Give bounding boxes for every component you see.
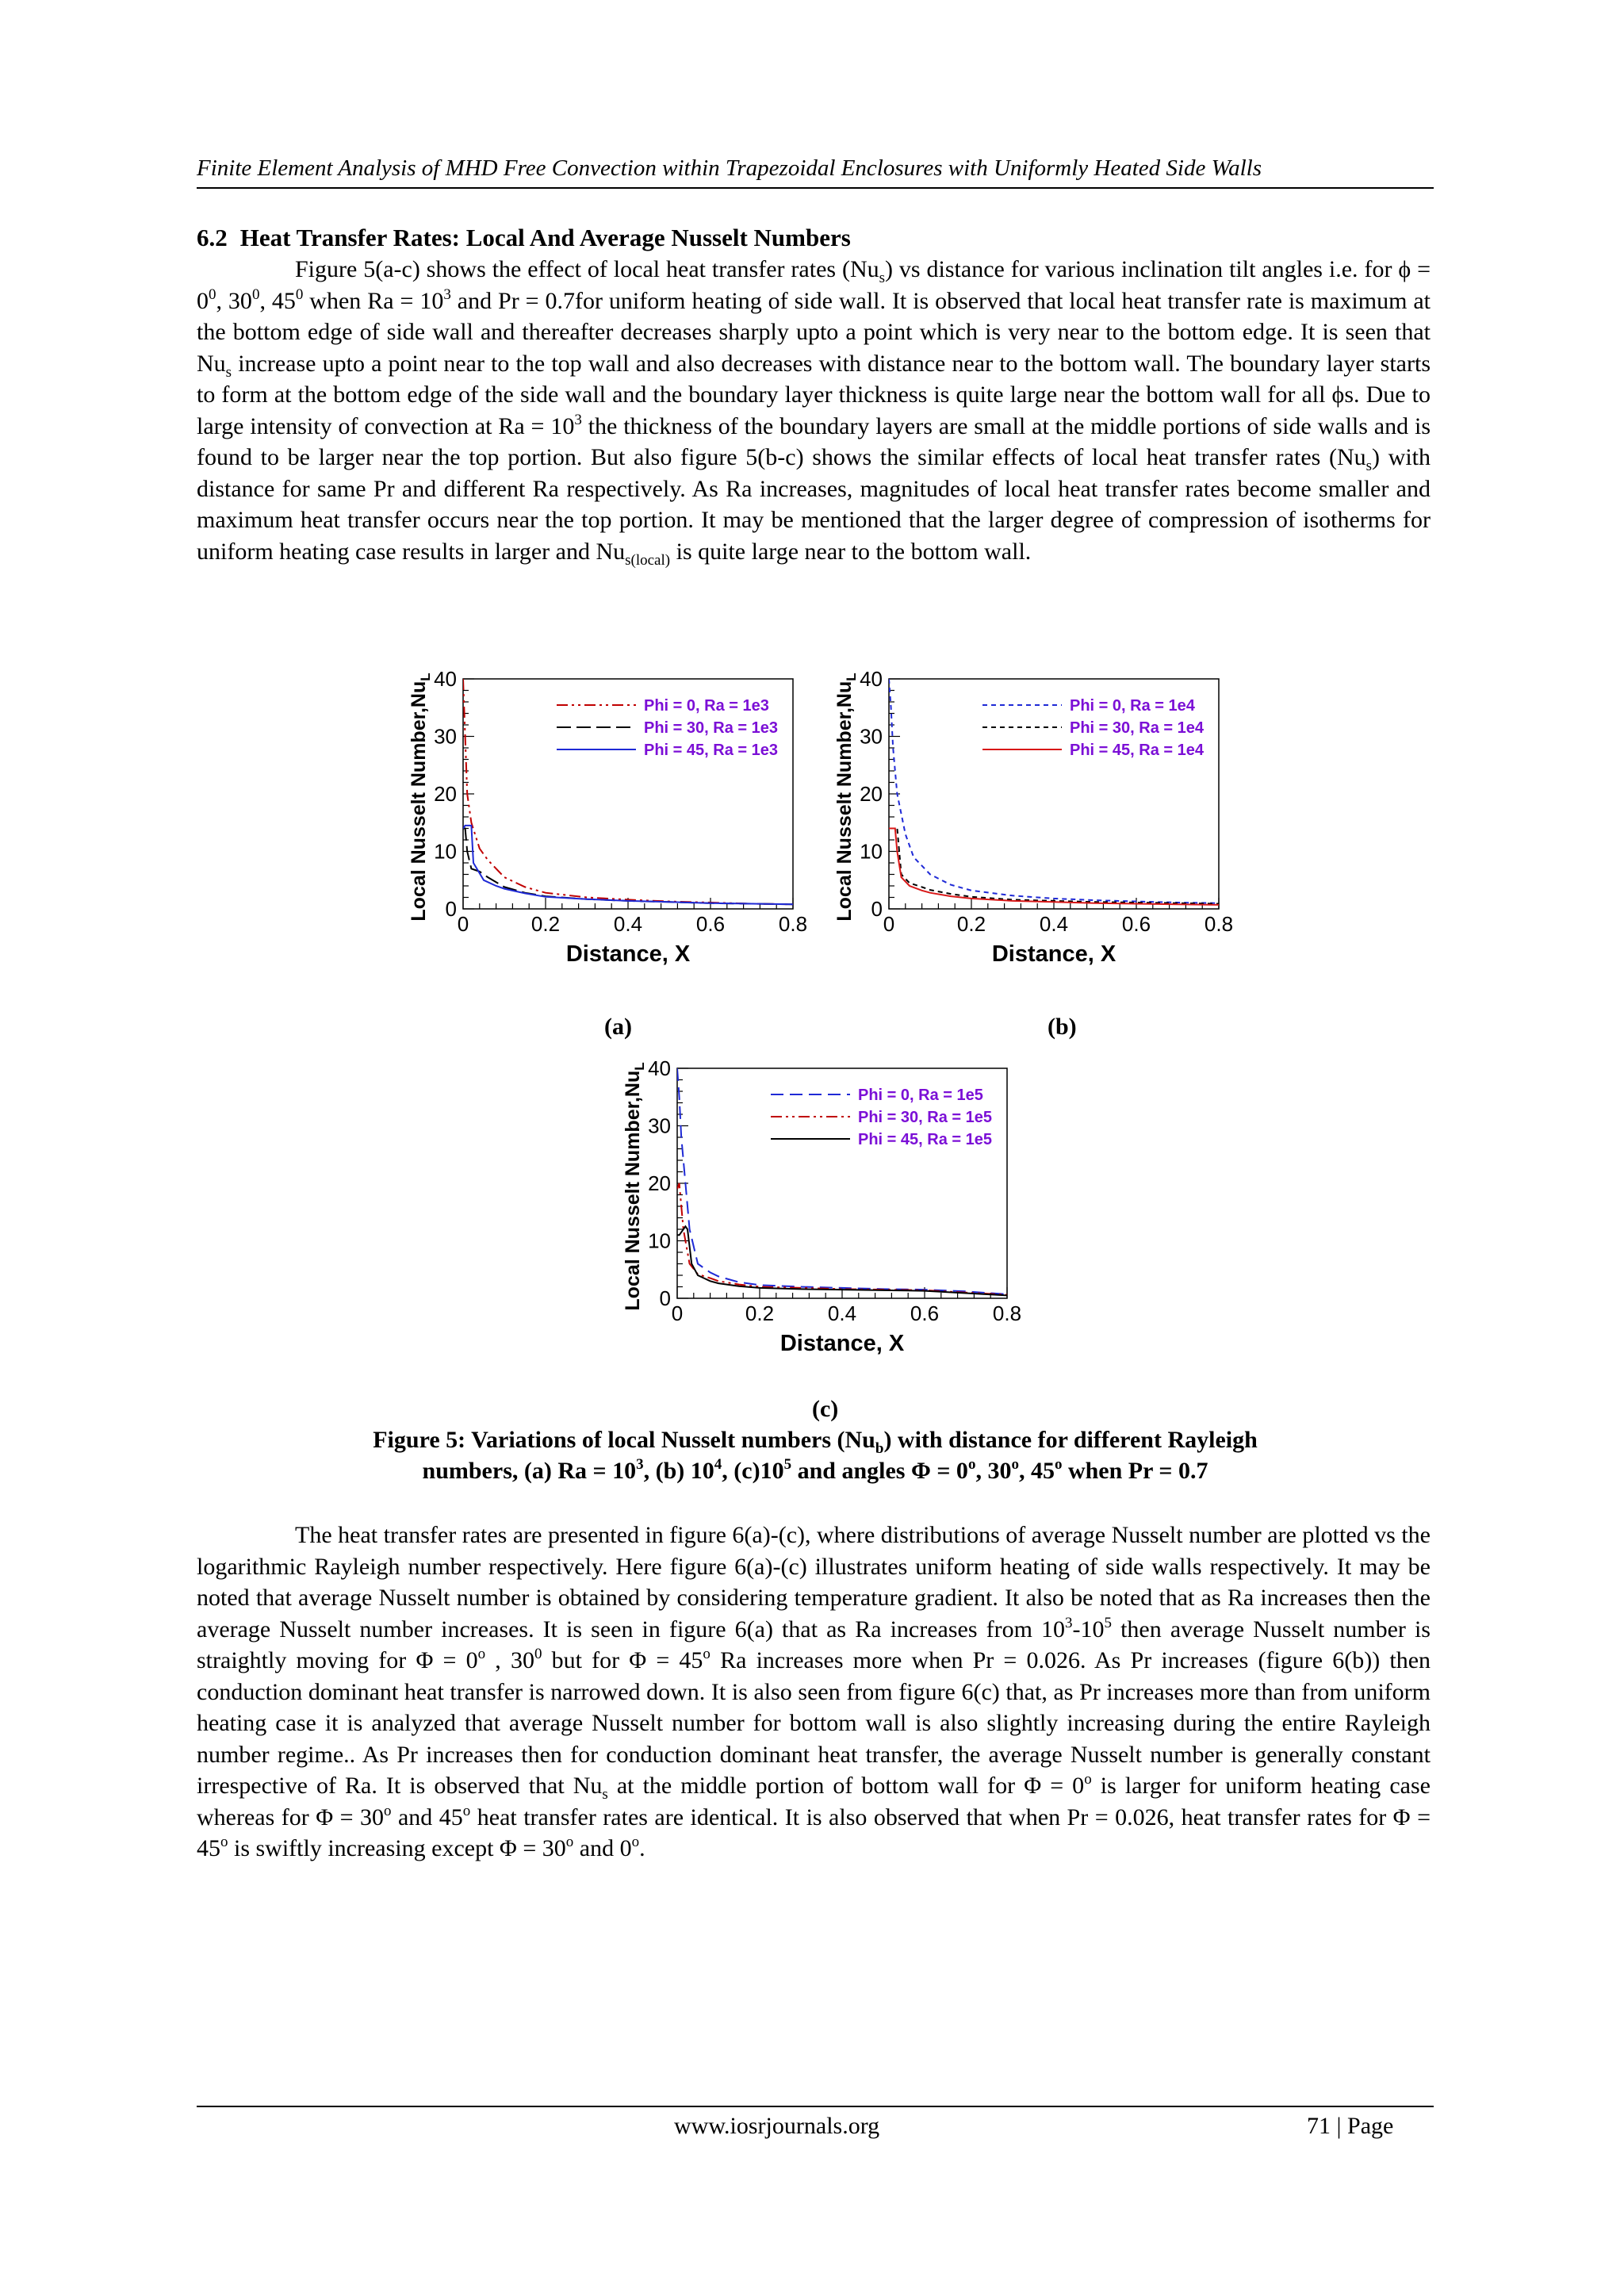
legend-entry-3: Phi = 45, Ra = 1e4 xyxy=(1070,742,1204,759)
y-axis-label-sub: L xyxy=(844,673,859,681)
y-tick-label: 30 xyxy=(860,724,883,749)
footer-rule xyxy=(197,2106,1434,2107)
section-heading xyxy=(197,222,851,254)
panel-label-a: (a) xyxy=(604,1014,632,1040)
x-tick-label: 0 xyxy=(671,1301,684,1325)
legend-entry-3: Phi = 45, Ra = 1e3 xyxy=(644,742,778,759)
series-line-2 xyxy=(889,829,1219,904)
y-tick-label: 40 xyxy=(434,667,457,691)
y-tick-label: 30 xyxy=(648,1114,671,1138)
x-tick-label: 0.4 xyxy=(613,912,643,936)
legend-entry-2: Phi = 30, Ra = 1e4 xyxy=(1070,719,1204,737)
x-axis-label: Distance, X xyxy=(779,1331,905,1356)
section-title: Heat Transfer Rates: Local And Average Nusselt Numbers xyxy=(239,224,851,251)
x-tick-label: 0.8 xyxy=(778,912,808,936)
y-axis-label: Local Nusselt $Number,Nu_L$ xyxy=(622,1062,647,1311)
y-axis-label: Local Nusselt $Number,Nu_L$ xyxy=(833,673,859,922)
x-tick-label: 0.2 xyxy=(956,912,986,936)
x-axis-label: Distance, X xyxy=(991,941,1116,967)
legend-entry-1: Phi = 0, Ra = 1e4 xyxy=(1070,697,1195,715)
header-rule xyxy=(197,187,1434,189)
y-tick-label: 10 xyxy=(860,839,883,864)
y-tick-label: 40 xyxy=(648,1056,671,1080)
x-tick-label: 0.6 xyxy=(1121,912,1151,936)
paragraph-average-nusselt: The heat transfer rates are presented in figure 6(a)-(c), where distributions of average Nusselt number are plotted vs the logarithmic Rayleigh number respectively. Here figure 6(a)-(c) illustrates uniform heating of side walls respectively. It may be noted that average Nusselt number is obtained by considering temperature gradient. It also be noted that as Ra increases then the average Nusselt number increases. It is seen in figure 6(a) that as Ra increases from $10^3-10^5$ then average Nusselt number is straightly moving for $\Phi = 0^o$ , $30^0$ but for $\Phi = 45^o$ Ra increases more when Pr = 0.026. As Pr increases (figure 6(b)) then conduction dominant heat transfer is narrowed down. It is also seen from figure 6(c) that, as Pr increases more than from uniform heating case it is analyzed that average Nusselt number for bottom wall is also slightly increasing during the entire Rayleigh number regime.. As Pr increases then for conduction dominant heat transfer, the average Nusselt number is generally constant irrespective of Ra. It is observed that $Nu_s$ at the middle portion of bottom wall for $\Phi = 0^o$ is larger for uniform heating case whereas for $\Phi = 30^o$ and 45$^o$ heat transfer rates are identical. It is also observed that when Pr = 0.026, heat transfer rates for $\Phi = 45^o$ is swiftly increasing except $\Phi = 30^o$ and 0$^o$. xyxy=(197,1522,1431,1861)
y-tick-label: 20 xyxy=(648,1171,671,1195)
caption-line-2: numbers, (a) $Ra = 10^3$, (b) $10^4$, $(c)10^5$ and angles $\Phi = 0^o$, 30$^o$, 45$^o$ when Pr = 0.7 xyxy=(422,1456,1208,1484)
legend-entry-2: Phi = 30, Ra = 1e3 xyxy=(644,719,778,737)
series-line-3 xyxy=(463,826,793,904)
section-number: 6.2 xyxy=(197,224,228,251)
y-axis-label: Local Nusselt $Number,Nu_L$ xyxy=(408,673,433,922)
chart-local-nusselt-b xyxy=(822,661,1266,1010)
footer-url[interactable]: www.iosrjournals.org xyxy=(674,2113,880,2139)
chart-local-nusselt-a xyxy=(396,661,809,1010)
paragraph-local-nusselt: Figure 5(a-c) shows the effect of local heat transfer rates $(Nu_s)$ vs distance for various inclination tilt angles i.e. for $\phi = 0^0$, $30^0$, $45^0$ when $Ra = 10^3$ and Pr = 0.7for uniform heating of side wall. It is observed that local heat transfer rate is maximum at the bottom edge of side wall and thereafter decreases sharply upto a point which is very near to the bottom edge. It is seen that $Nu_s$ increase upto a point near to the top wall and also decreases with distance near to the bottom wall. The boundary layer starts to form at the bottom edge of the side wall and the boundary layer thickness is quite large near the bottom wall for all ϕs. Due to large intensity of convection at $Ra = 10^3$ the thickness of the boundary layers are small at the middle portions of side walls and is found to be larger near the top portion. But also figure 5(b-c) shows the similar effects of local heat transfer rates $(Nu_s)$ with distance for same Pr and different Ra respectively. As Ra increases, magnitudes of local heat transfer rates become smaller and maximum heat transfer occurs near the top portion. It may be mentioned that the larger degree of compression of isotherms for uniform heating case results in larger and $Nu_{s(local)}$ is quite large near to the bottom wall. xyxy=(197,256,1431,569)
panel-label-c: (c) xyxy=(812,1396,839,1422)
y-tick-label: 10 xyxy=(434,839,457,864)
page-number: 71 | Page xyxy=(1307,2113,1394,2139)
chart-local-nusselt-c xyxy=(611,1051,1023,1400)
series-line-3 xyxy=(889,829,1219,905)
y-axis-label-sub: L xyxy=(632,1062,647,1071)
x-tick-label: 0.6 xyxy=(695,912,726,936)
x-tick-label: 0.4 xyxy=(1039,912,1069,936)
running-header: Finite Element Analysis of MHD Free Convection within Trapezoidal Enclosures with Uniformly Heated Side Walls xyxy=(197,155,1262,181)
y-tick-label: 0 xyxy=(445,897,457,921)
caption-line-1: Figure 5: Variations of local Nusselt numbers $(Nu_b)$ with distance for different Rayleigh xyxy=(373,1427,1258,1457)
legend-entry-2: Phi = 30, Ra = 1e5 xyxy=(858,1109,992,1126)
y-tick-label: 20 xyxy=(860,782,883,806)
y-tick-label: 40 xyxy=(860,667,883,691)
x-tick-label: 0 xyxy=(883,912,895,936)
y-axis-label-sub: L xyxy=(418,673,433,681)
series-line-3 xyxy=(677,1226,1007,1295)
x-tick-label: 0.6 xyxy=(910,1301,940,1325)
y-tick-label: 0 xyxy=(871,897,883,921)
y-tick-label: 30 xyxy=(434,724,457,749)
x-tick-label: 0.2 xyxy=(530,912,561,936)
panel-label-b: (b) xyxy=(1048,1014,1077,1040)
x-tick-label: 0 xyxy=(457,912,469,936)
y-tick-label: 20 xyxy=(434,782,457,806)
x-axis-label: Distance, X xyxy=(565,941,691,967)
x-tick-label: 0.2 xyxy=(745,1301,775,1325)
legend-entry-3: Phi = 45, Ra = 1e5 xyxy=(858,1131,992,1148)
x-tick-label: 0.4 xyxy=(827,1301,857,1325)
figure-caption xyxy=(197,1424,1434,1486)
y-tick-label: 10 xyxy=(648,1228,671,1253)
series-line-2 xyxy=(463,829,793,905)
x-tick-label: 0.8 xyxy=(1204,912,1234,936)
legend-entry-1: Phi = 0, Ra = 1e3 xyxy=(644,697,769,715)
legend-entry-1: Phi = 0, Ra = 1e5 xyxy=(858,1087,983,1104)
y-tick-label: 0 xyxy=(659,1286,671,1310)
x-tick-label: 0.8 xyxy=(992,1301,1022,1325)
